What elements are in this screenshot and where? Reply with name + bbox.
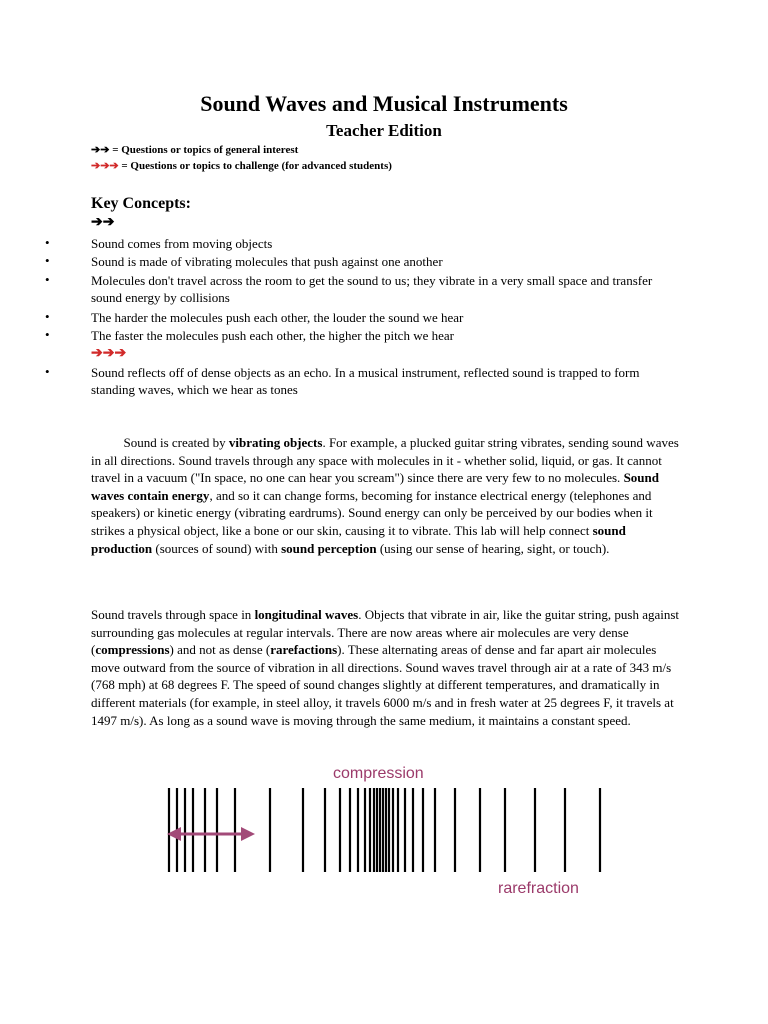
body-paragraph: Sound travels through space in longitudinal waves. Objects that vibrate in air, like the guitar string, push against surrounding gas molecules at regular intervals. There are now areas where air molecules are very dense (compressions) and not as dense (rarefactions). These alternating areas of dense and far apart air molecules move outward from the source of vibration in all directions. Sound waves travel through air at a rate of 343 m/s (768 mph) at 68 degrees F. The speed of sound changes slightly at different temperatures, and dramatically in different materials (for example, in steel alloy, it travels 6000 m/s and in fresh water at 25 degrees F, it travels at 1497 m/s). As long as a sound wave is moving through the same medium, it maintains a constant speed. <box>91 607 680 728</box>
legend-general-text: = Questions or topics of general interest <box>109 144 299 156</box>
bullet-icon: • <box>45 272 50 287</box>
bullet-icon: • <box>45 364 50 379</box>
list-item: Sound reflects off of dense objects as an echo. In a musical instrument, reflected sound is trapped to form standing waves, which we hear as tones <box>91 365 640 397</box>
wave-lines <box>169 788 600 872</box>
triple-arrow-icon: ➔➔➔ <box>91 346 127 361</box>
list-item: Sound is made of vibrating molecules that push against one another <box>91 254 443 269</box>
body-paragraph: Sound is created by vibrating objects. For example, a plucked guitar string vibrates, sending sound waves in all directions. Sound travels through any space with molecules in it - whether solid, liquid, or gas. It cannot travel in a vacuum ("In space, no one can hear you scream") since there are very few to no molecules. Sound waves contain energy, and so it can change forms, becoming for instance electrical energy (telephones and speakers) or kinetic energy (vibrating eardrums). Sound energy can only be perceived by our bodies when it strikes a physical object, like a bone or our skin, causing it to vibrate. This lab will help connect sound production (sources of sound) with sound perception (using our sense of hearing, sight, or touch). <box>91 435 679 556</box>
rarefaction-label: rarefraction <box>498 880 579 897</box>
double-arrow-icon: ➔➔ <box>91 215 115 230</box>
legend-general <box>91 143 298 156</box>
key-concepts-heading: Key Concepts: <box>91 195 191 212</box>
document-subtitle: Teacher Edition <box>326 121 442 140</box>
compression-label: compression <box>333 765 424 782</box>
list-item: The faster the molecules push each other, the higher the pitch we hear <box>91 328 454 343</box>
bullet-icon: • <box>45 327 50 342</box>
legend-advanced <box>91 159 392 172</box>
bullet-icon: • <box>45 309 50 324</box>
triple-arrow-icon: ➔➔➔ <box>91 160 119 172</box>
list-item: The harder the molecules push each other, the louder the sound we hear <box>91 310 464 325</box>
longitudinal-wave-diagram <box>155 760 625 900</box>
document-title: Sound Waves and Musical Instruments <box>200 91 568 116</box>
bullet-icon: • <box>45 253 50 268</box>
list-item: Molecules don't travel across the room to get the sound to us; they vibrate in a very small space and transfer sound energy by collisions <box>91 273 653 305</box>
bullet-icon: • <box>45 235 50 250</box>
legend-advanced-text: = Questions or topics to challenge (for advanced students) <box>118 160 392 172</box>
list-item: Sound comes from moving objects <box>91 236 273 251</box>
double-arrow-icon: ➔➔ <box>91 144 110 156</box>
wavelength-arrow-icon <box>167 827 255 841</box>
